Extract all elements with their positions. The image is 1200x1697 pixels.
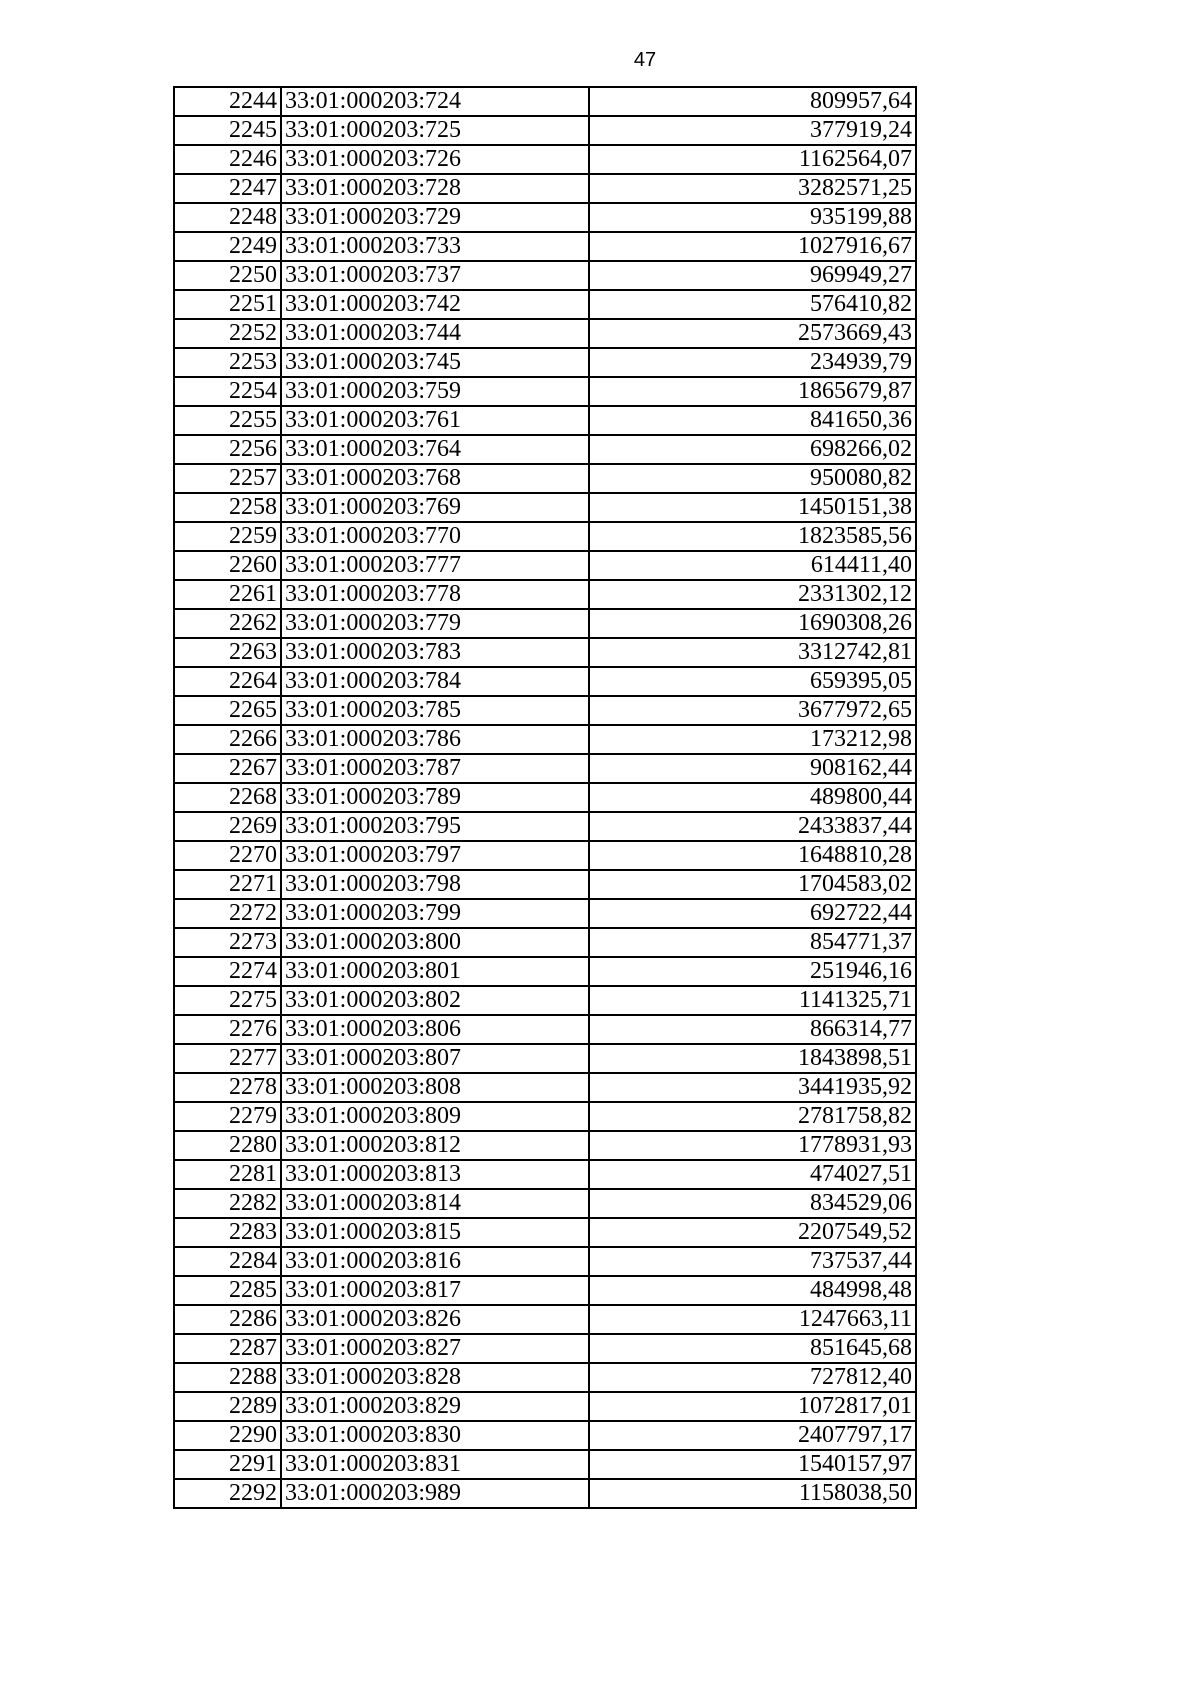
cadastral-number: 33:01:000203:724 [281,87,589,116]
cadastral-value: 576410,82 [589,290,916,319]
cadastral-number: 33:01:000203:812 [281,1131,589,1160]
cadastral-number: 33:01:000203:828 [281,1363,589,1392]
cadastral-number: 33:01:000203:800 [281,928,589,957]
table-row [174,609,916,638]
table-row [174,1218,916,1247]
table-row [174,1131,916,1160]
cadastral-number: 33:01:000203:764 [281,435,589,464]
cadastral-number: 33:01:000203:789 [281,783,589,812]
cadastral-value: 2781758,82 [589,1102,916,1131]
cadastral-value: 950080,82 [589,464,916,493]
table-row [174,841,916,870]
cadastral-value: 2433837,44 [589,812,916,841]
cadastral-number: 33:01:000203:725 [281,116,589,145]
table-row [174,348,916,377]
table-body [174,87,916,1508]
row-number: 2274 [174,957,281,986]
cadastral-number: 33:01:000203:797 [281,841,589,870]
table-row [174,493,916,522]
table-row [174,580,916,609]
table-row [174,261,916,290]
table-row [174,290,916,319]
cadastral-value: 1027916,67 [589,232,916,261]
cadastral-value: 866314,77 [589,1015,916,1044]
table-row [174,986,916,1015]
cadastral-value: 2407797,17 [589,1421,916,1450]
cadastral-number: 33:01:000203:830 [281,1421,589,1450]
row-number: 2253 [174,348,281,377]
cadastral-number: 33:01:000203:778 [281,580,589,609]
row-number: 2250 [174,261,281,290]
table-row [174,1160,916,1189]
cadastral-number: 33:01:000203:783 [281,638,589,667]
row-number: 2263 [174,638,281,667]
table-row [174,754,916,783]
cadastral-number: 33:01:000203:728 [281,174,589,203]
cadastral-number: 33:01:000203:729 [281,203,589,232]
row-number: 2249 [174,232,281,261]
table-row [174,1305,916,1334]
cadastral-value: 851645,68 [589,1334,916,1363]
cadastral-number: 33:01:000203:817 [281,1276,589,1305]
cadastral-number: 33:01:000203:829 [281,1392,589,1421]
cadastral-value: 692722,44 [589,899,916,928]
table-row [174,87,916,116]
cadastral-number: 33:01:000203:826 [281,1305,589,1334]
cadastral-value: 489800,44 [589,783,916,812]
cadastral-number: 33:01:000203:815 [281,1218,589,1247]
table-row [174,319,916,348]
cadastral-number: 33:01:000203:733 [281,232,589,261]
row-number: 2265 [174,696,281,725]
row-number: 2246 [174,145,281,174]
row-number: 2251 [174,290,281,319]
cadastral-value: 1450151,38 [589,493,916,522]
cadastral-number: 33:01:000203:737 [281,261,589,290]
cadastral-value: 2331302,12 [589,580,916,609]
table-row [174,203,916,232]
cadastral-value: 484998,48 [589,1276,916,1305]
row-number: 2288 [174,1363,281,1392]
cadastral-number: 33:01:000203:769 [281,493,589,522]
table-row [174,232,916,261]
table-row [174,145,916,174]
cadastral-value: 659395,05 [589,667,916,696]
cadastral-value: 727812,40 [589,1363,916,1392]
cadastral-value: 474027,51 [589,1160,916,1189]
table-row [174,1044,916,1073]
cadastral-number: 33:01:000203:784 [281,667,589,696]
cadastral-number: 33:01:000203:777 [281,551,589,580]
row-number: 2248 [174,203,281,232]
table-row [174,638,916,667]
row-number: 2273 [174,928,281,957]
row-number: 2286 [174,1305,281,1334]
cadastral-value: 969949,27 [589,261,916,290]
table-row [174,377,916,406]
table-row [174,1102,916,1131]
cadastral-number: 33:01:000203:827 [281,1334,589,1363]
cadastral-number: 33:01:000203:744 [281,319,589,348]
row-number: 2244 [174,87,281,116]
table-row [174,435,916,464]
row-number: 2291 [174,1450,281,1479]
row-number: 2287 [174,1334,281,1363]
row-number: 2282 [174,1189,281,1218]
row-number: 2259 [174,522,281,551]
table-row [174,725,916,754]
cadastral-value: 2207549,52 [589,1218,916,1247]
row-number: 2245 [174,116,281,145]
cadastral-number: 33:01:000203:761 [281,406,589,435]
table-row [174,667,916,696]
table-row [174,1421,916,1450]
table-row [174,116,916,145]
cadastral-value: 854771,37 [589,928,916,957]
cadastral-value: 1823585,56 [589,522,916,551]
cadastral-number: 33:01:000203:770 [281,522,589,551]
table-row [174,464,916,493]
cadastral-number: 33:01:000203:808 [281,1073,589,1102]
row-number: 2261 [174,580,281,609]
table-row [174,1363,916,1392]
table-row [174,957,916,986]
cadastral-number: 33:01:000203:814 [281,1189,589,1218]
cadastral-number: 33:01:000203:809 [281,1102,589,1131]
table-row [174,1015,916,1044]
cadastral-number: 33:01:000203:798 [281,870,589,899]
row-number: 2284 [174,1247,281,1276]
table-row [174,870,916,899]
row-number: 2280 [174,1131,281,1160]
table-row [174,1276,916,1305]
cadastral-value: 1704583,02 [589,870,916,899]
row-number: 2257 [174,464,281,493]
row-number: 2272 [174,899,281,928]
cadastral-value: 1141325,71 [589,986,916,1015]
table-row [174,1479,916,1508]
cadastral-value: 3312742,81 [589,638,916,667]
table-row [174,783,916,812]
cadastral-number: 33:01:000203:759 [281,377,589,406]
cadastral-value: 377919,24 [589,116,916,145]
row-number: 2252 [174,319,281,348]
row-number: 2271 [174,870,281,899]
cadastral-value: 1072817,01 [589,1392,916,1421]
table-row [174,1073,916,1102]
cadastral-value: 234939,79 [589,348,916,377]
row-number: 2278 [174,1073,281,1102]
cadastral-value: 3282571,25 [589,174,916,203]
cadastral-value: 1540157,97 [589,1450,916,1479]
row-number: 2279 [174,1102,281,1131]
table-row [174,1392,916,1421]
cadastral-number: 33:01:000203:726 [281,145,589,174]
cadastral-value: 3441935,92 [589,1073,916,1102]
cadastral-value: 1648810,28 [589,841,916,870]
row-number: 2255 [174,406,281,435]
cadastral-value: 1247663,11 [589,1305,916,1334]
cadastral-number: 33:01:000203:785 [281,696,589,725]
cadastral-number: 33:01:000203:831 [281,1450,589,1479]
table-row [174,406,916,435]
row-number: 2275 [174,986,281,1015]
row-number: 2256 [174,435,281,464]
cadastral-value: 698266,02 [589,435,916,464]
cadastral-value: 1778931,93 [589,1131,916,1160]
row-number: 2264 [174,667,281,696]
row-number: 2254 [174,377,281,406]
cadastral-number: 33:01:000203:989 [281,1479,589,1508]
cadastral-value: 935199,88 [589,203,916,232]
cadastral-number: 33:01:000203:779 [281,609,589,638]
cadastral-number: 33:01:000203:795 [281,812,589,841]
cadastral-value: 1690308,26 [589,609,916,638]
row-number: 2277 [174,1044,281,1073]
cadastral-number: 33:01:000203:768 [281,464,589,493]
cadastral-number: 33:01:000203:787 [281,754,589,783]
cadastral-number: 33:01:000203:801 [281,957,589,986]
cadastral-value: 1843898,51 [589,1044,916,1073]
row-number: 2269 [174,812,281,841]
table-row [174,174,916,203]
cadastral-value-table [173,86,917,1509]
table-row [174,812,916,841]
cadastral-value: 834529,06 [589,1189,916,1218]
cadastral-number: 33:01:000203:786 [281,725,589,754]
cadastral-value: 1162564,07 [589,145,916,174]
table-row [174,1334,916,1363]
table-row [174,899,916,928]
cadastral-number: 33:01:000203:745 [281,348,589,377]
row-number: 2285 [174,1276,281,1305]
row-number: 2292 [174,1479,281,1508]
table-row [174,1450,916,1479]
row-number: 2281 [174,1160,281,1189]
table-row [174,522,916,551]
cadastral-number: 33:01:000203:807 [281,1044,589,1073]
row-number: 2262 [174,609,281,638]
row-number: 2266 [174,725,281,754]
cadastral-value: 173212,98 [589,725,916,754]
table-row [174,1189,916,1218]
row-number: 2283 [174,1218,281,1247]
row-number: 2290 [174,1421,281,1450]
cadastral-value: 737537,44 [589,1247,916,1276]
table-row [174,696,916,725]
row-number: 2268 [174,783,281,812]
cadastral-number: 33:01:000203:799 [281,899,589,928]
cadastral-value: 2573669,43 [589,319,916,348]
cadastral-number: 33:01:000203:802 [281,986,589,1015]
cadastral-number: 33:01:000203:813 [281,1160,589,1189]
cadastral-number: 33:01:000203:806 [281,1015,589,1044]
cadastral-value: 3677972,65 [589,696,916,725]
row-number: 2247 [174,174,281,203]
row-number: 2270 [174,841,281,870]
row-number: 2260 [174,551,281,580]
cadastral-number: 33:01:000203:816 [281,1247,589,1276]
table-row [174,1247,916,1276]
cadastral-value: 614411,40 [589,551,916,580]
cadastral-value: 1158038,50 [589,1479,916,1508]
table-row [174,928,916,957]
cadastral-value: 908162,44 [589,754,916,783]
row-number: 2276 [174,1015,281,1044]
cadastral-value: 841650,36 [589,406,916,435]
page-number: 47 [633,49,657,71]
row-number: 2289 [174,1392,281,1421]
cadastral-value: 809957,64 [589,87,916,116]
cadastral-number: 33:01:000203:742 [281,290,589,319]
cadastral-value: 251946,16 [589,957,916,986]
table-row [174,551,916,580]
row-number: 2267 [174,754,281,783]
cadastral-value: 1865679,87 [589,377,916,406]
row-number: 2258 [174,493,281,522]
